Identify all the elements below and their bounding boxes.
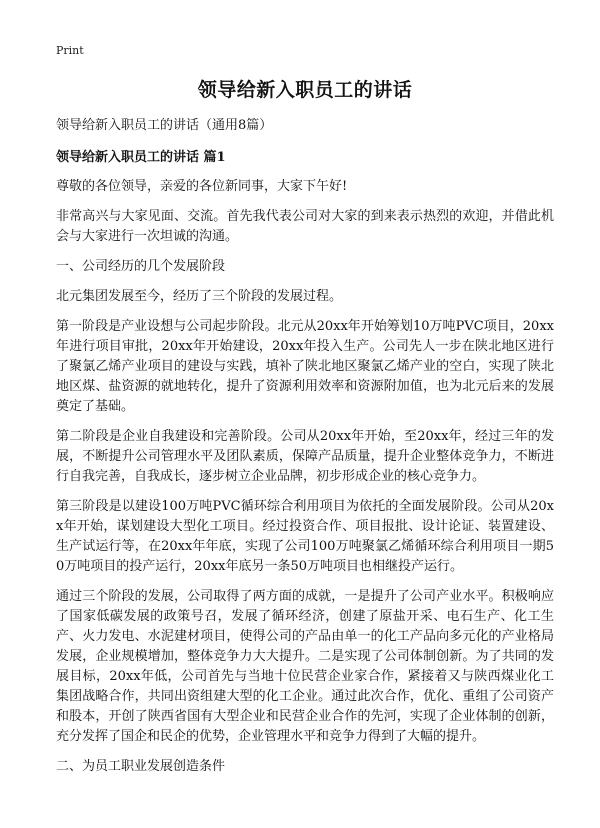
print-label[interactable]: Print bbox=[56, 44, 84, 57]
paragraph-overview: 北元集团发展至今，经历了三个阶段的发展过程。 bbox=[56, 289, 343, 304]
paragraph-achievements: 通过三个阶段的发展，公司取得了两方面的成就，一是提升了公司产业水平。积极响应了国家低碳发展的政策号召，发展了循环经济，创建了原盐开采、电石生产、化工生产、火力发电、水泥建材项目，使得公司的产品由单一的化工产品向多元化的产业格局发展，企业规模增加，整体竞争力大大提升。二是实现了公司体制创新。为了共同的发展目标，20xx年低，公司首先与当地十位民营企业家合作，紧接着又与陕西煤业化工集团战略合作，共同出资组建大型的化工企业。通过此次合作，优化、重组了公司资产和股本，开创了陕西省国有大型企业和民营企业合作的先河，实现了企业体制的创新，充分发挥了国企和民企的优势，企业管理水平和竞争力得到了大幅的提升。 bbox=[56, 589, 554, 744]
paragraph-welcome: 非常高兴与大家见面、交流。首先我代表公司对大家的到来表示热烈的欢迎，并借此机会与大家进行一次坦诚的沟通。 bbox=[56, 209, 554, 244]
paragraph-heading-career: 二、为员工职业发展创造条件 bbox=[56, 759, 226, 774]
paragraph-stage-two: 第二阶段是企业自我建设和完善阶段。公司从20xx年开始，至20xx年，经过三年的发展，不断提升公司管理水平及团队素质，保障产品质量，提升企业整体竞争力，不断进行自我完善，自我成长，逐步树立企业品牌，初步形成企业的核心竞争力。 bbox=[56, 429, 554, 484]
paragraph-stage-three: 第三阶段是以建设100万吨PVC循环综合利用项目为依托的全面发展阶段。公司从20xx年开始，谋划建设大型化工项目。经过投资合作、项目报批、设计论证、装置建设、生产试运行等，在20xx年年底，实现了公司100万吨聚氯乙烯循环综合利用项目一期50万吨项目的投产运行，20xx年底另一条50万吨项目也相继投产运行。 bbox=[56, 499, 554, 574]
document-title: 领导给新入职员工的讲话 bbox=[197, 79, 413, 101]
document-subtitle: 领导给新入职员工的讲话（通用8篇） bbox=[56, 118, 273, 133]
paragraph-stage-one: 第一阶段是产业设想与公司起步阶段。北元从20xx年开始筹划10万吨PVC项目，20xx年进行项目审批，20xx年开始建设，20xx年投入生产。公司先人一步在陕北地区进行了聚氯乙烯产业项目的建设与实践，填补了陕北地区聚氯乙烯产业的空白，实现了陕北地区煤、盐资源的就地转化，提升了资源利用效率和资源附加值，也为北元后来的发展奠定了基础。 bbox=[56, 319, 554, 414]
paragraph-greeting: 尊敬的各位领导，亲爱的各位新同事，大家下午好! bbox=[56, 179, 348, 194]
paragraph-heading-stages: 一、公司经历的几个发展阶段 bbox=[56, 259, 226, 274]
section-heading: 领导给新入职员工的讲话 篇1 bbox=[56, 150, 226, 165]
